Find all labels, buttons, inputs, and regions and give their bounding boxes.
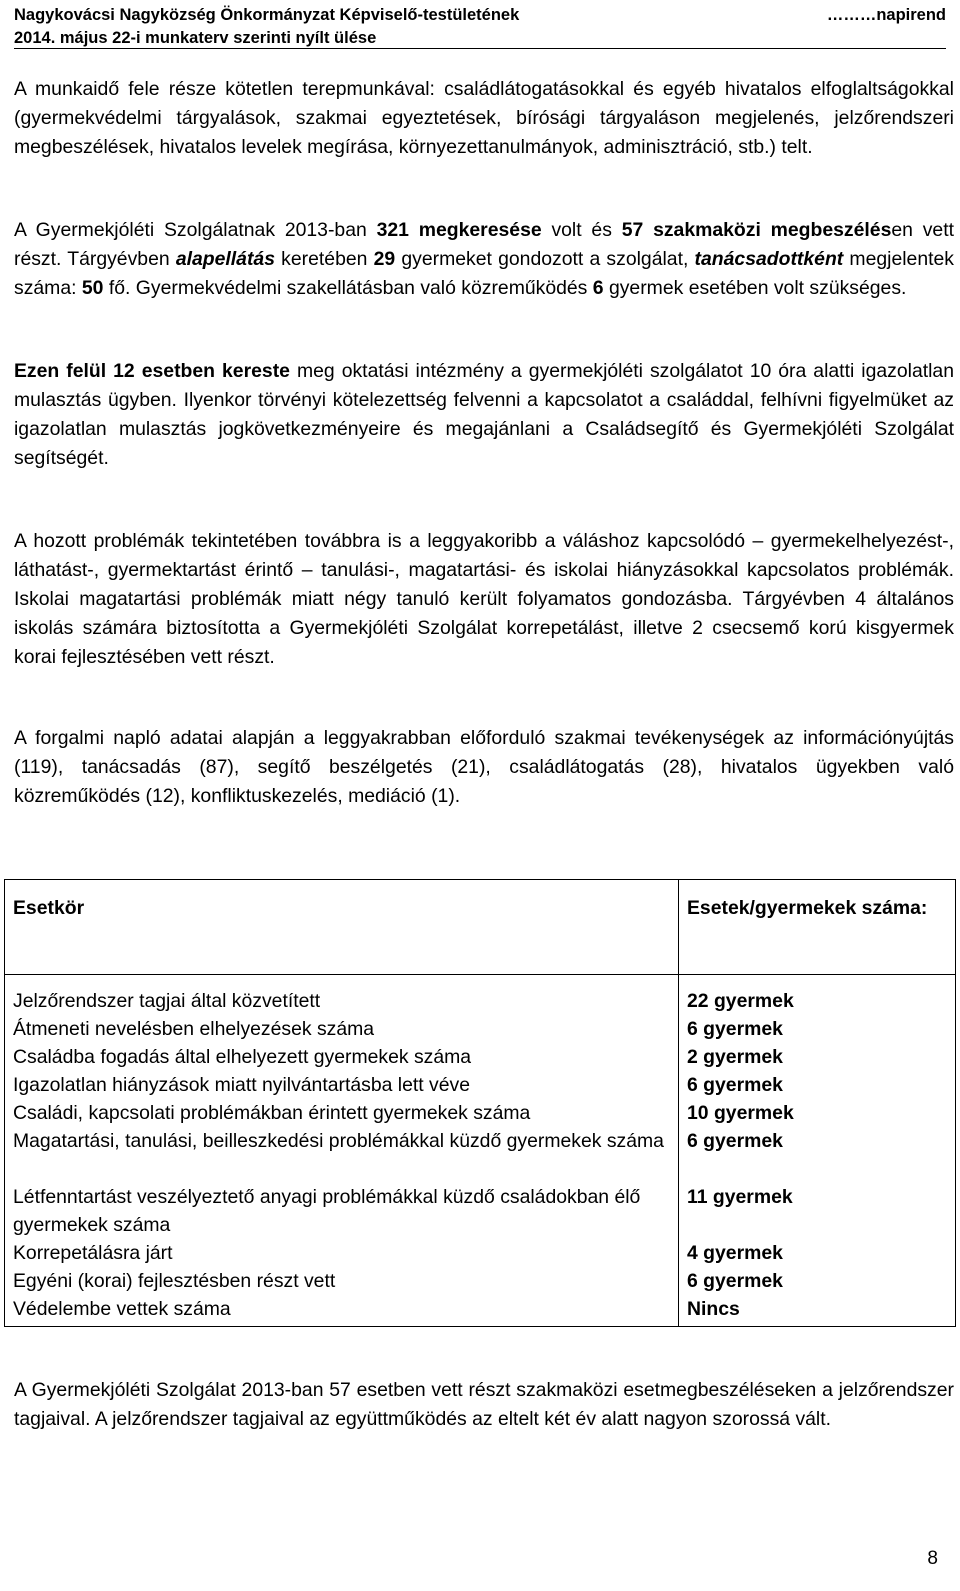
header-agenda: ………napirend: [826, 6, 946, 24]
cases-table: [4, 879, 956, 1327]
table-header-case: Esetkör: [5, 880, 679, 975]
table-body-row: [5, 975, 956, 1327]
table-row-label: Védelembe vettek száma: [13, 1298, 231, 1320]
table-header-row: [5, 880, 956, 975]
header-line-1: [14, 5, 946, 25]
table-row-label: Korrepetálásra járt: [13, 1242, 173, 1264]
paragraph-1: A munkaidő fele része kötetlen terepmunkával: családlátogatásokkal és egyéb hivatalos elfoglaltságokkal (gyermekvédelmi tárgyalások, szakmai egyeztetések, bírósági tárgyaláson megjelenés, jelzőrendszeri megbeszélések, hivatalos levelek megírása, környezettanulmányok, adminisztráció, stb.) telt.: [14, 78, 954, 158]
table-row-label: Létfenntartást veszélyeztető anyagi problémákkal küzdő családokban élő gyermekek száma: [13, 1186, 641, 1236]
table-row-label: Jelzőrendszer tagjai által közvetített: [13, 990, 321, 1012]
header-line-2: [14, 28, 946, 48]
table-row-value: Nincs: [687, 1298, 740, 1320]
table-row-value: 4 gyermek: [687, 1242, 783, 1264]
table-row-value: 22 gyermek: [687, 990, 794, 1012]
page-number: 8: [927, 1548, 938, 1569]
table-row-label: Igazolatlan hiányzások miatt nyilvántartásba lett véve: [13, 1074, 471, 1096]
table-row-label: Egyéni (korai) fejlesztésben részt vett: [13, 1270, 336, 1292]
table-row-value: 11 gyermek: [687, 1186, 793, 1208]
table-row-value: 2 gyermek: [687, 1046, 783, 1068]
paragraph-3: Ezen felül 12 esetben kereste meg oktatási intézmény a gyermekjóléti szolgálatot 10 óra alatti igazolatlan mulasztás ügyben. Ilyenkor törvényi kötelezettség felvenni a kapcsolatot a családdal, felhívni figyelmüket az igazolatlan mulasztás jogkövetkezményeire és megajánlani a Családsegítő és Gyermekjóléti Szolgálat segítségét.: [14, 360, 954, 469]
table-row-label: Átmeneti nevelésben elhelyezések száma: [13, 1018, 375, 1040]
header-subtitle: 2014. május 22-i munkaterv szerinti nyílt ülése: [14, 29, 377, 47]
table-row-value: 6 gyermek: [687, 1018, 783, 1040]
header-title: Nagykovácsi Nagyközség Önkormányzat Képviselő-testületének: [14, 6, 520, 24]
table-row-value: 6 gyermek: [687, 1130, 783, 1152]
table-row-label: Magatartási, tanulási, beilleszkedési problémákkal küzdő gyermekek száma: [13, 1130, 664, 1152]
table-header-count: Esetek/gyermekek száma:: [679, 880, 956, 975]
table-row-value: 10 gyermek: [687, 1102, 794, 1124]
table-row-label: Családi, kapcsolati problémákban érintett gyermekek száma: [13, 1102, 531, 1124]
table-row-label: Családba fogadás által elhelyezett gyermekek száma: [13, 1046, 472, 1068]
header-divider: [14, 48, 946, 49]
paragraph-6: A Gyermekjóléti Szolgálat 2013-ban 57 esetben vett részt szakmaközi esetmegbeszéléseken a jelzőrendszer tagjaival. A jelzőrendszer tagjaival az együttműködés az eltelt két év alatt nagyon szorossá vált.: [14, 1379, 954, 1430]
paragraph-4: A hozott problémák tekintetében továbbra is a leggyakoribb a váláshoz kapcsolódó – gyermekelhelyezést-, láthatást-, gyermektartást érintő – tanulási-, magatartási- és iskolai hiányzásokkal kapcsolatos problémák. Iskolai magatartási problémák miatt négy tanuló került folyamatos gondozásba. Tárgyévben 4 általános iskolás számára biztosította a Gyermekjóléti Szolgálat korrepetálást, illetve 2 csecsemő korú kisgyermek korai fejlesztésében vett részt.: [14, 530, 954, 668]
table-labels-cell: [5, 975, 679, 1327]
paragraph-2: A Gyermekjóléti Szolgálatnak 2013-ban 321 megkeresése volt és 57 szakmaközi megbeszélésen vett részt. Tárgyévben alapellátás keretében 29 gyermeket gondozott a szolgálat, tanácsadottként megjelentek száma: 50 fő. Gyermekvédelmi szakellátásban való közreműködés 6 gyermek esetében volt szükséges.: [14, 219, 954, 299]
table-values-cell: [679, 975, 956, 1327]
paragraph-5: A forgalmi napló adatai alapján a leggyakrabban előforduló szakmai tevékenységek az információnyújtás (119), tanácsadás (87), segítő beszélgetés (21), családlátogatás (28), hivatalos ügyekben való közreműködés (12), konfliktuskezelés, mediáció (1).: [14, 727, 954, 807]
table-row-value: 6 gyermek: [687, 1270, 783, 1292]
table-row-value: 6 gyermek: [687, 1074, 783, 1096]
